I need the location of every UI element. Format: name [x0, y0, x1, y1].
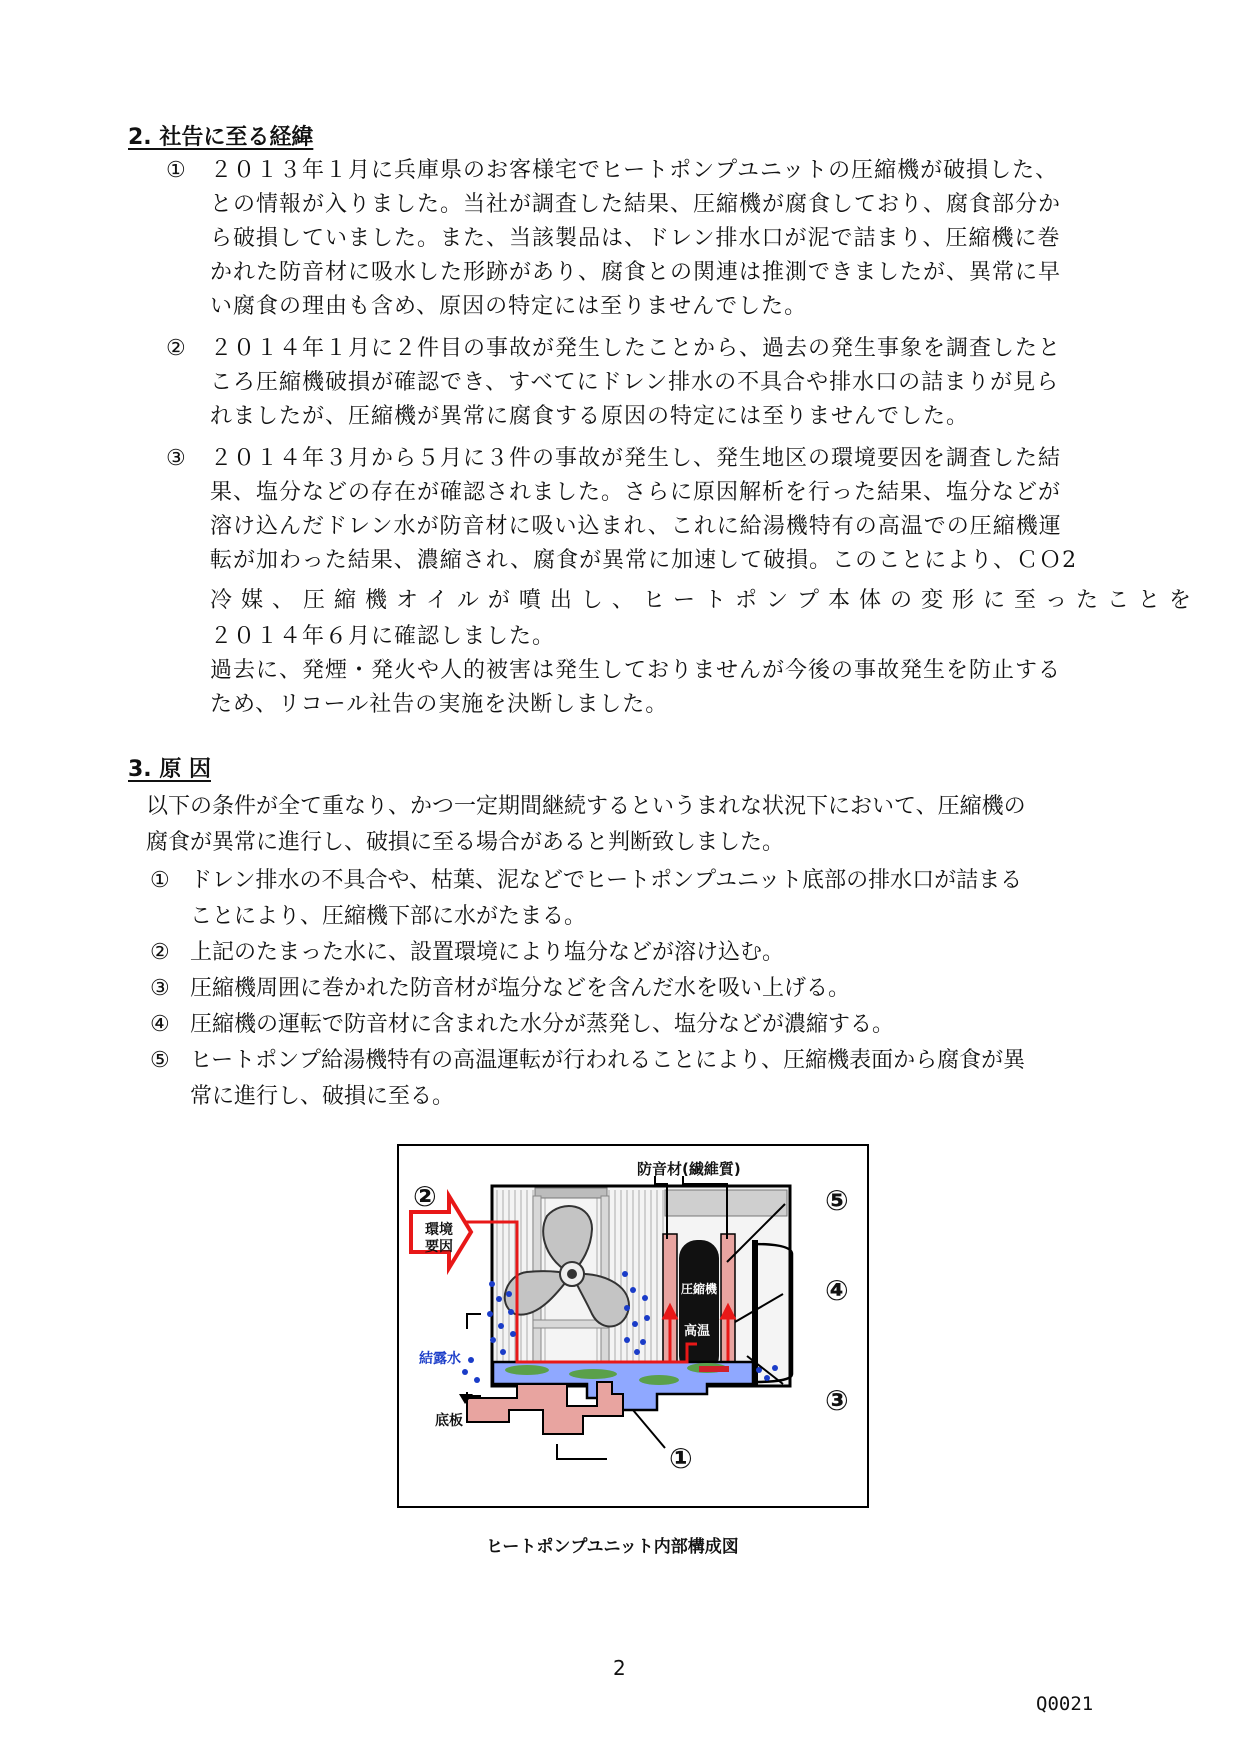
item3-line: 溶け込んだドレン水が防音材に吸い込まれ、これに給湯機特有の高温での圧縮機運 — [210, 514, 1062, 539]
item3-line: 果、塩分などの存在が確認されました。さらに原因解析を行った結果、塩分などが — [210, 480, 1062, 505]
cause-line: ことにより、圧縮機下部に水がたまる。 — [190, 904, 587, 929]
label-base-plate: 底板 — [435, 1413, 463, 1429]
section2-heading: 2. 社告に至る経緯 — [128, 125, 314, 150]
item1-marker: ① — [166, 158, 186, 183]
figure-caption: ヒートポンプユニット内部構成図 — [486, 1537, 739, 1557]
item3-line: ２０１４年３月から５月に３件の事故が発生し、発生地区の環境要因を調査した結 — [210, 446, 1062, 471]
item2-line: ころ圧縮機破損が確認でき、すべてにドレン排水の不具合や排水口の詰まりが見ら — [210, 370, 1060, 395]
item3-line: ２０１４年６月に確認しました。 — [210, 624, 556, 649]
label-environment — [425, 1222, 453, 1256]
page-number: 2 — [613, 1656, 626, 1680]
section3-heading: 3. 原 因 — [128, 757, 211, 782]
document-id: Q0021 — [1036, 1693, 1094, 1715]
item1-line: との情報が入りました。当社が調査した結果、圧縮機が腐食しており、腐食部分か — [210, 192, 1062, 217]
item2-line: れましたが、圧縮機が異常に腐食する原因の特定には至りませんでした。 — [210, 404, 970, 429]
section3-intro: 腐食が異常に進行し、破損に至る場合があると判断致しました。 — [146, 830, 785, 855]
item1-line: かれた防音材に吸水した形跡があり、腐食との関連は推測できましたが、異常に早 — [210, 260, 1062, 285]
marker-3: ③ — [825, 1384, 849, 1417]
section3-intro: 以下の条件が全て重なり、かつ一定期間継続するというまれな状況下において、圧縮機の — [146, 794, 1026, 819]
marker-4: ④ — [825, 1274, 849, 1307]
label-environment-line2: 要因 — [425, 1239, 453, 1255]
marker-1: ① — [669, 1442, 693, 1475]
label-environment-line1: 環境 — [425, 1222, 453, 1238]
cause-line: 常に進行し、破損に至る。 — [190, 1084, 455, 1109]
cause-marker: ④ — [150, 1012, 170, 1037]
cause-marker: ⑤ — [150, 1048, 170, 1073]
label-high-temp: 高温 — [684, 1324, 711, 1339]
label-condensation: 結露水 — [419, 1351, 461, 1367]
item3-line: 転が加わった結果、濃縮され、腐食が異常に加速して破損。このことにより、ＣＯ2 — [210, 548, 1078, 573]
label-compressor: 圧縮機 — [681, 1282, 718, 1296]
marker-2: ② — [413, 1180, 437, 1213]
cause-line: ヒートポンプ給湯機特有の高温運転が行われることにより、圧縮機表面から腐食が異 — [190, 1048, 1026, 1073]
cause-line: ドレン排水の不具合や、枯葉、泥などでヒートポンプユニット底部の排水口が詰まる — [190, 868, 1023, 893]
item2-line: ２０１４年１月に２件目の事故が発生したことから、過去の発生事象を調査したと — [210, 336, 1062, 361]
cause-line: 圧縮機周囲に巻かれた防音材が塩分などを含んだ水を吸い上げる。 — [190, 976, 851, 1001]
item3-line: ため、リコール社告の実施を決断しました。 — [210, 692, 669, 717]
item3-line: 冷媒、圧縮機オイルが噴出し、ヒートポンプ本体の変形に至ったことを — [210, 588, 1201, 613]
item1-line: ら破損していました。また、当該製品は、ドレン排水口が泥で詰まり、圧縮機に巻 — [210, 226, 1061, 251]
cause-marker: ② — [150, 940, 170, 965]
item3-marker: ③ — [166, 446, 186, 471]
cause-marker: ③ — [150, 976, 170, 1001]
item2-marker: ② — [166, 336, 186, 361]
item3-line: 過去に、発煙・発火や人的被害は発生しておりませんが今後の事故発生を防止する — [210, 658, 1062, 683]
item1-line: い腐食の理由も含め、原因の特定には至りませんでした。 — [210, 294, 808, 319]
compressor-icon — [679, 1240, 719, 1374]
cause-line: 圧縮機の運転で防音材に含まれた水分が蒸発し、塩分などが濃縮する。 — [190, 1012, 895, 1037]
cause-marker: ① — [150, 868, 170, 893]
marker-5: ⑤ — [825, 1184, 849, 1217]
label-insulation: 防音材(繊維質) — [637, 1160, 741, 1178]
item1-line: ２０１３年１月に兵庫県のお客様宅でヒートポンプユニットの圧縮機が破損した、 — [210, 158, 1059, 183]
heat-pump-diagram — [397, 1144, 869, 1508]
cause-line: 上記のたまった水に、設置環境により塩分などが溶け込む。 — [190, 940, 785, 965]
